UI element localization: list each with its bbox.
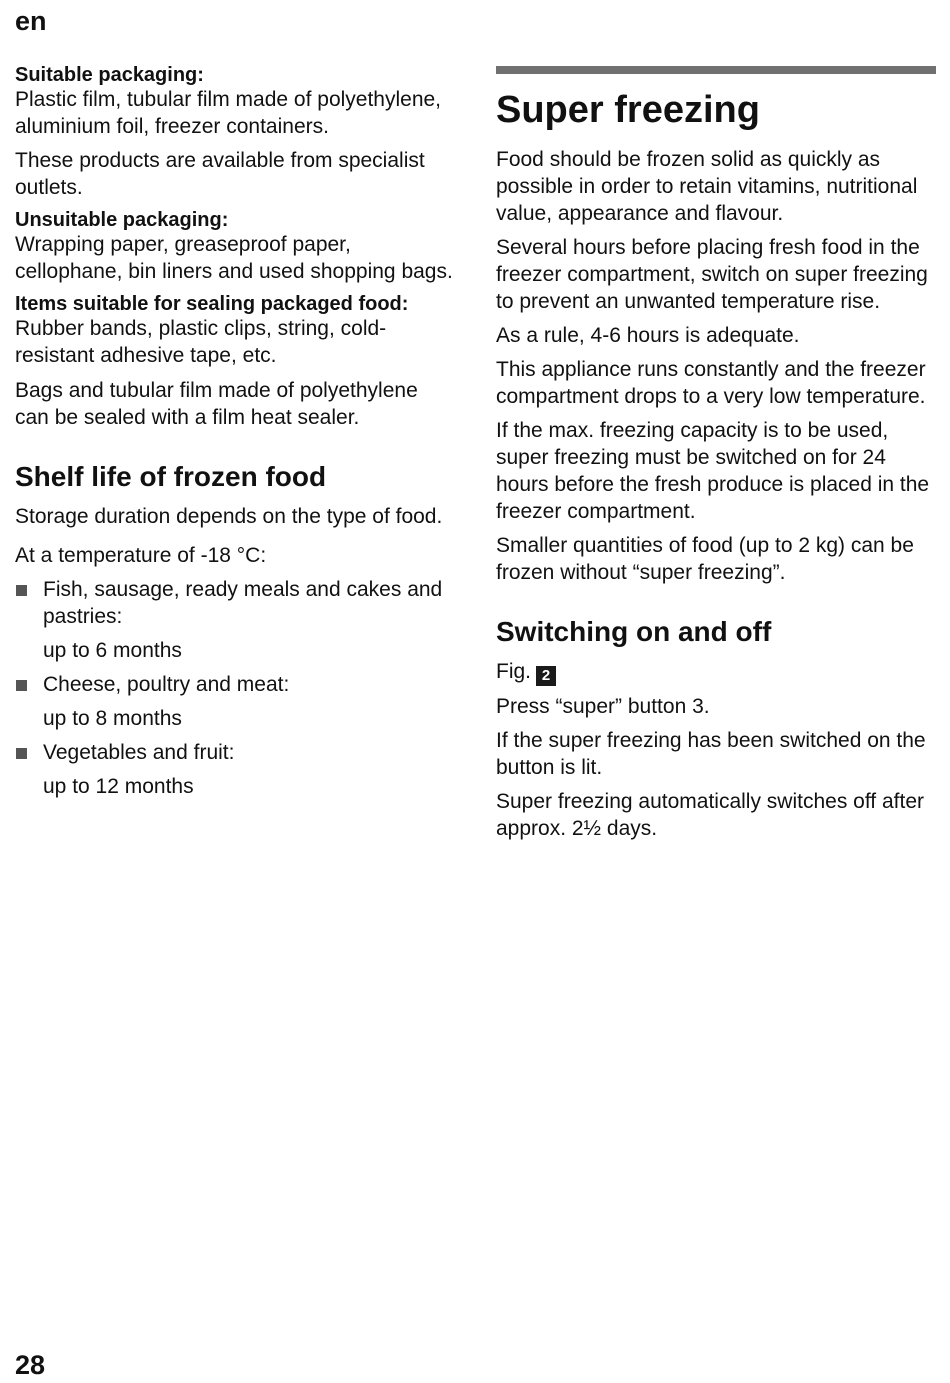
paragraph: If the max. freezing capacity is to be used, super freezing must be switched on for 24 hours before the fresh produce is placed in the freezer compartment.	[496, 419, 930, 523]
sealing-items-section	[15, 293, 455, 369]
unsuitable-packaging-text: Wrapping paper, greaseproof paper, cellophane, bin liners and used shopping bags.	[15, 233, 453, 283]
sealing-items-label: Items suitable for sealing packaged food:	[15, 293, 409, 315]
paragraph: If the super freezing has been switched on the button is lit.	[496, 729, 926, 779]
sealing-items-text: Rubber bands, plastic clips, string, cold-resistant adhesive tape, etc.	[15, 317, 387, 367]
section-title: Super freezing	[496, 89, 760, 131]
square-bullet-icon	[16, 680, 27, 691]
shelf-life-list	[15, 576, 455, 800]
paragraph: Press “super” button 3.	[496, 695, 710, 718]
unsuitable-packaging-label: Unsuitable packaging:	[15, 209, 229, 231]
figure-number-badge: 2	[536, 666, 556, 686]
list-item	[15, 671, 455, 698]
right-column	[496, 66, 936, 849]
list-item-duration: up to 8 months	[43, 707, 182, 730]
square-bullet-icon	[16, 748, 27, 759]
list-item-duration: up to 12 months	[43, 775, 194, 798]
paragraph: Super freezing automatically switches off after approx. 2½ days.	[496, 790, 924, 840]
list-item-label: Vegetables and fruit:	[43, 741, 235, 764]
shelf-life-heading: Shelf life of frozen food	[15, 461, 327, 492]
switching-heading: Switching on and off	[496, 616, 772, 647]
unsuitable-packaging-section	[15, 209, 455, 285]
paragraph: Food should be frozen solid as quickly as possible in order to retain vitamins, nutritional value, appearance and flavour.	[496, 148, 918, 225]
bags-sealing-text: Bags and tubular film made of polyethylene can be sealed with a film heat sealer.	[15, 379, 418, 429]
paragraph: Smaller quantities of food (up to 2 kg) can be frozen without “super freezing”.	[496, 534, 914, 584]
suitable-packaging-text: Plastic film, tubular film made of polyethylene, aluminium foil, freezer containers.	[15, 88, 442, 138]
list-item	[15, 739, 455, 766]
list-item	[15, 576, 455, 630]
shelf-life-intro: Storage duration depends on the type of food.	[15, 505, 443, 528]
suitable-packaging-availability: These products are available from specialist outlets.	[15, 149, 425, 199]
square-bullet-icon	[16, 585, 27, 596]
paragraph: This appliance runs constantly and the freezer compartment drops to a very low temperature.	[496, 358, 926, 408]
left-column	[15, 60, 455, 807]
suitable-packaging-section	[15, 64, 455, 201]
list-item-label: Cheese, poultry and meat:	[43, 673, 290, 696]
paragraph: As a rule, 4-6 hours is adequate.	[496, 324, 800, 347]
list-item-duration: up to 6 months	[43, 639, 182, 662]
suitable-packaging-label: Suitable packaging:	[15, 64, 204, 86]
list-item-label: Fish, sausage, ready meals and cakes and pastries:	[43, 578, 443, 628]
language-code: en	[15, 6, 47, 36]
page-number: 28	[15, 1350, 46, 1380]
temperature-line: At a temperature of -18 °C:	[15, 544, 267, 567]
figure-reference	[496, 658, 936, 686]
paragraph: Several hours before placing fresh food in the freezer compartment, switch on super freezing to prevent an unwanted temperature rise.	[496, 236, 928, 313]
figure-label: Fig.	[496, 660, 532, 683]
section-divider	[496, 66, 936, 74]
